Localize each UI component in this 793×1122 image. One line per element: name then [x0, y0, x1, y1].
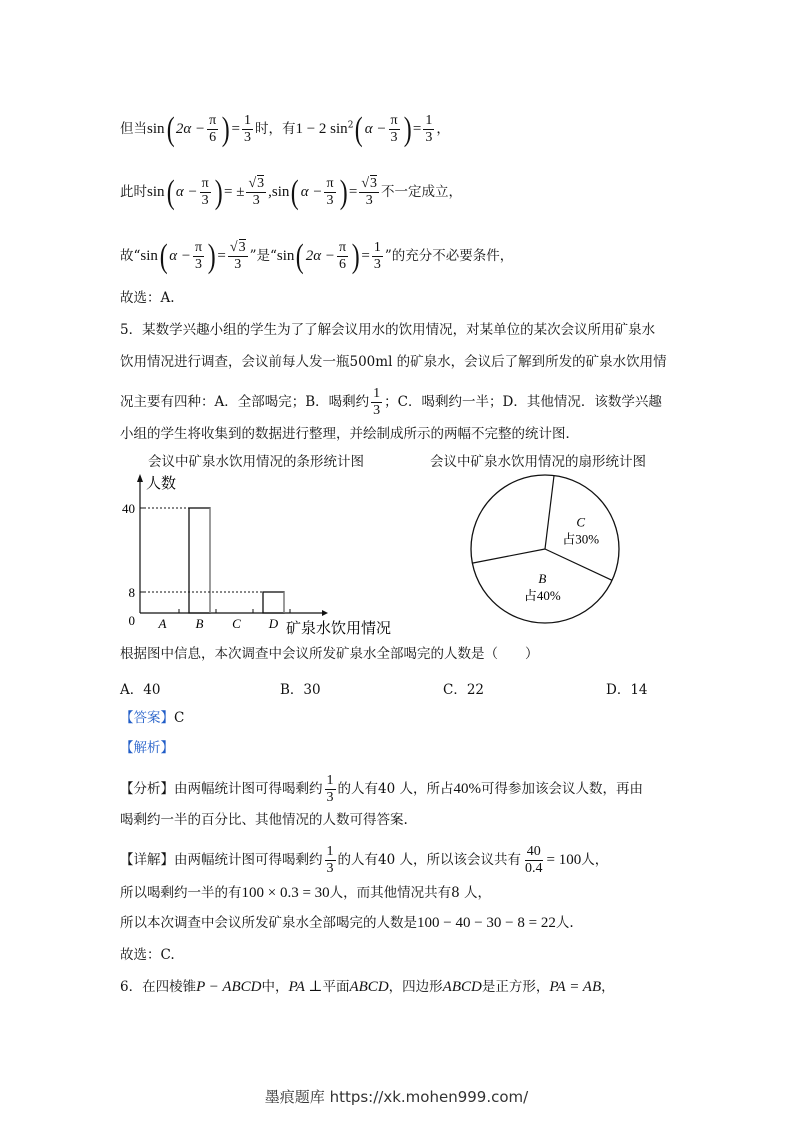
num: 1: [326, 844, 334, 859]
q5-ask: 根据图中信息，本次调查中会议所发矿泉水全部喝完的人数是（ ）: [120, 646, 539, 662]
den: 3: [252, 193, 260, 208]
x-tick-label: D: [268, 616, 279, 631]
fraction-pi-3: [389, 113, 400, 146]
xiangjie-line-2: [120, 883, 491, 903]
text: 此时: [120, 184, 147, 200]
y-tick-label: 8: [128, 585, 135, 600]
text: 的人有40 人，所以该会议共有: [337, 852, 521, 868]
expr: 100 × 0.3 = 30: [241, 885, 330, 901]
percent: 40%: [453, 781, 481, 797]
paren-close: ): [221, 110, 230, 148]
paren-open: (: [166, 173, 175, 211]
fraction-1-3: [325, 844, 336, 877]
num: [359, 176, 379, 193]
num: π: [390, 113, 398, 128]
paren-open: (: [291, 173, 300, 211]
text: 的人有40 人，所占: [337, 781, 454, 797]
xiangjie-line-3: [120, 913, 574, 933]
y-tick-label: 40: [122, 501, 135, 516]
text: 由两幅统计图可得喝剩约: [174, 852, 323, 868]
fraction-pi-6: [207, 113, 218, 146]
fraction-1-3: [371, 386, 382, 419]
tag: 【分析】: [120, 781, 174, 797]
radical: √: [229, 240, 238, 255]
y-axis-label: 人数: [146, 476, 177, 492]
text: 故“: [120, 248, 141, 264]
text: 可得参加该会议人数，再由: [480, 781, 643, 797]
num: 40: [526, 844, 541, 859]
fraction-sqrt3-3: [359, 176, 379, 209]
den: 0.4: [524, 861, 543, 876]
fraction-pi-3: [200, 176, 211, 209]
num: [228, 240, 248, 257]
fenxi-line-2: 喝剩约一半的百分比、其他情况的人数可得答案.: [120, 812, 408, 828]
solution-line-2: [120, 173, 463, 211]
option-c[interactable]: C．22: [443, 682, 485, 698]
option-b[interactable]: B．30: [280, 682, 321, 698]
comma: ，: [601, 979, 615, 995]
den: 3: [326, 193, 334, 208]
fraction-pi-3: [324, 176, 335, 209]
text: 由两幅统计图可得喝剩约: [174, 781, 323, 797]
num: 1: [243, 113, 251, 128]
sin: sin: [147, 184, 165, 200]
text: 时，有: [254, 121, 296, 137]
fraction-1-3: [242, 113, 253, 146]
eq: =: [231, 121, 240, 137]
paren-close: ): [339, 173, 348, 211]
x-tick-label: C: [232, 616, 241, 631]
bar-chart: [110, 468, 410, 640]
num: 1: [373, 240, 381, 255]
expr: 1 − 2 sin: [295, 121, 348, 137]
pie-slice-label-B: B: [538, 571, 547, 587]
den: 3: [243, 130, 251, 145]
den: 3: [365, 193, 373, 208]
text: 所以喝剩约一半的有: [120, 885, 242, 901]
expr: 2α −: [305, 248, 335, 264]
text: 况主要有四种：A．全部喝完；B．喝剩约: [120, 394, 370, 410]
paren-open: (: [166, 110, 175, 148]
radicand: 3: [257, 176, 265, 191]
den: 3: [326, 861, 334, 876]
fraction-sqrt3-3: [228, 240, 248, 273]
answer-line: [120, 708, 184, 728]
solution-line-1: [120, 110, 450, 148]
num: π: [326, 176, 334, 191]
sin: sin: [276, 248, 295, 264]
fraction-1-3: [372, 240, 383, 273]
y-tick-label: 0: [128, 613, 135, 628]
pie-slice-text-C: 占30%: [562, 531, 600, 547]
den: 6: [339, 257, 346, 272]
q5-line-2: 饮用情况进行调查，会议前每人发一瓶500ml 的矿泉水，会议后了解到所发的矿泉水饮用情: [120, 354, 667, 370]
den: 3: [373, 403, 381, 418]
solution-line-3: [120, 237, 514, 275]
den: 3: [326, 790, 334, 805]
text: 是正方形，: [481, 979, 550, 995]
expr: ABCD: [442, 979, 482, 995]
fenxi-line-1: [120, 773, 643, 806]
eq: =: [217, 248, 226, 264]
paren-open: (: [296, 237, 305, 275]
eq: =: [348, 184, 358, 200]
comma: ，: [436, 121, 450, 137]
text: 6．在四棱锥: [120, 979, 197, 995]
sin: sin: [147, 121, 165, 137]
expr: = 100: [546, 852, 582, 868]
radicand: 3: [370, 176, 378, 191]
pie-slice-text-B: 占40%: [523, 588, 561, 604]
paren-close: ): [351, 237, 360, 275]
eq: =: [361, 248, 370, 264]
fraction-sqrt3-3: [246, 176, 266, 209]
paren-open: (: [355, 110, 364, 148]
expr: α −: [300, 184, 323, 200]
answer-value: C: [174, 710, 185, 726]
xiangjie-line-1: [120, 844, 608, 877]
expr: α −: [169, 248, 191, 264]
text: ”的充分不必要条件，: [384, 248, 514, 264]
sin: ,sin: [268, 184, 290, 200]
option-a[interactable]: A．40: [120, 682, 161, 698]
num: [246, 176, 266, 193]
paren-close: ): [207, 237, 216, 275]
footer-watermark: 墨痕题库 https://xk.mohen999.com/: [264, 1088, 529, 1106]
num: 1: [373, 386, 381, 401]
fraction-40-0.4: [523, 844, 545, 877]
x-axis-label: 矿泉水饮用情况: [286, 621, 392, 637]
sin: sin: [140, 248, 158, 264]
q5-line-3: [120, 386, 662, 419]
text: 人.: [555, 915, 574, 931]
num: 1: [425, 113, 433, 128]
y-axis-arrow: [137, 474, 143, 482]
radical: √: [361, 176, 370, 191]
fraction-pi-3: [193, 240, 204, 273]
answer-tag: 【答案】: [120, 710, 174, 726]
pm: = ±: [224, 184, 245, 200]
pie-chart: [465, 470, 625, 630]
num: π: [338, 240, 347, 255]
num: 1: [326, 773, 334, 788]
text: 中，: [261, 979, 289, 995]
text: 但当: [120, 121, 147, 137]
expr: PA ⊥: [288, 979, 323, 995]
text: 不一定成立，: [381, 184, 463, 200]
pie-slice-edge: [545, 549, 612, 580]
expr: α −: [364, 121, 387, 137]
den: 3: [390, 130, 398, 145]
paren-open: (: [159, 237, 168, 275]
x-tick-label: A: [158, 616, 167, 631]
q5-line-1: 5．某数学兴趣小组的学生为了了解会议用水的饮用情况，对某单位的某次会议所用矿泉水: [120, 322, 656, 338]
den: 3: [234, 257, 242, 272]
den: 3: [373, 257, 381, 272]
den: 3: [201, 193, 209, 208]
text: ；C．喝剩约一半；D．其他情况．该数学兴趣: [384, 394, 662, 410]
num: π: [195, 240, 203, 255]
eq: =: [412, 121, 422, 137]
text: 人，: [581, 852, 609, 868]
paren-close: ): [403, 110, 412, 148]
q5-line-4: 小组的学生将收集到的数据进行整理，并绘制成所示的两幅不完整的统计图．: [120, 426, 579, 442]
bar-chart-title: 会议中矿泉水饮用情况的条形统计图: [148, 454, 364, 470]
pie-slice-edge: [472, 549, 545, 563]
paren-close: ): [214, 173, 223, 211]
text: 所以本次调查中会议所发矿泉水全部喝完的人数是: [120, 915, 417, 931]
choose-a-line: 故选：A.: [120, 290, 175, 306]
tag: 【解析】: [120, 740, 174, 756]
tag: 【详解】: [120, 852, 174, 868]
expr: ABCD: [349, 979, 389, 995]
pie-chart-title: 会议中矿泉水饮用情况的扇形统计图: [430, 454, 646, 470]
q6-line-1: [120, 977, 615, 997]
pie-slice-label-C: C: [576, 514, 585, 530]
x-tick-label: B: [195, 616, 204, 631]
text: 平面: [322, 979, 350, 995]
expr: 100 − 40 − 30 − 8 = 22: [417, 915, 556, 931]
den: 3: [195, 257, 203, 272]
fraction-1-3: [325, 773, 336, 806]
den: 3: [425, 130, 433, 145]
choose-c-line: 故选：C.: [120, 947, 175, 963]
expr: 2α −: [175, 121, 206, 137]
num: π: [209, 113, 217, 128]
expr: α −: [175, 184, 198, 200]
option-d[interactable]: D．14: [606, 682, 648, 698]
x-axis-arrow: [322, 610, 328, 616]
den: 6: [209, 130, 217, 145]
radical: √: [248, 176, 257, 191]
pie-slice-edge: [545, 476, 554, 549]
fraction-1-3: [423, 113, 434, 146]
sup: 2: [347, 120, 354, 131]
bar-B: [189, 508, 210, 613]
text: ，四边形: [388, 979, 443, 995]
text: 人，而其他情况共有8 人，: [329, 885, 492, 901]
num: π: [201, 176, 209, 191]
text: ”是“: [249, 248, 277, 264]
expr: PA = AB: [549, 979, 602, 995]
bar-D: [263, 592, 284, 613]
analysis-tag: [120, 738, 174, 758]
expr: P − ABCD: [196, 979, 262, 995]
fraction-pi-6: [337, 240, 348, 273]
radicand: 3: [238, 240, 246, 255]
